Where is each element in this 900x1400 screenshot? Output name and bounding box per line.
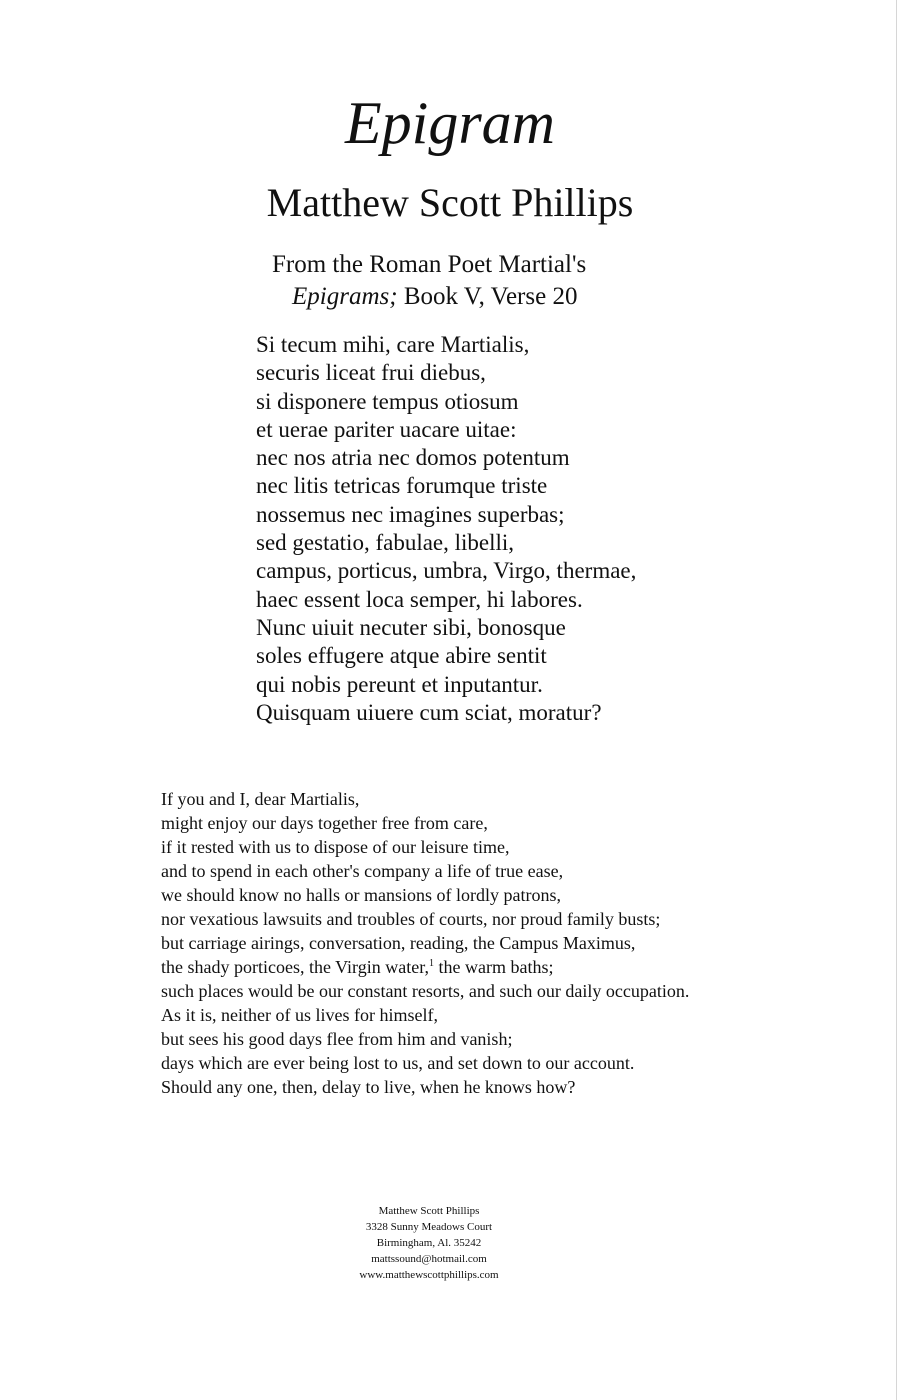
latin-line: Quisquam uiuere cum sciat, moratur? — [256, 699, 602, 725]
source-attribution — [272, 249, 672, 313]
english-line: we should know no halls or mansions of lordly patrons, — [161, 885, 561, 905]
contact-name: Matthew Scott Phillips — [378, 1205, 480, 1217]
latin-line: campus, porticus, umbra, Virgo, thermae, — [256, 558, 637, 584]
contact-city: Birmingham, Al. 35242 — [376, 1237, 482, 1249]
source-line-1: From the Roman Poet Martial's — [272, 251, 587, 278]
english-line-with-footnote — [161, 955, 861, 979]
contact-block — [0, 1203, 858, 1283]
composer-name: Matthew Scott Phillips — [266, 180, 634, 225]
english-line: but carriage airings, conversation, reading, the Campus Maximus, — [161, 933, 636, 953]
english-line: nor vexatious lawsuits and troubles of courts, nor proud family busts; — [161, 909, 661, 929]
latin-line: haec essent loca semper, hi labores. — [256, 586, 583, 612]
latin-line: securis liceat frui diebus, — [256, 360, 486, 386]
latin-line: sed gestatio, fabulae, libelli, — [256, 530, 515, 556]
english-line: Should any one, then, delay to live, when he knows how? — [161, 1077, 576, 1097]
english-line: If you and I, dear Martialis, — [161, 789, 360, 809]
latin-poem — [256, 331, 776, 727]
latin-line: qui nobis pereunt et inputantur. — [256, 671, 543, 697]
english-line-text: the shady porticoes, the Virgin water, — [161, 957, 429, 977]
contact-street: 3328 Sunny Meadows Court — [365, 1221, 493, 1233]
latin-line: et uerae pariter uacare uitae: — [256, 416, 517, 442]
latin-line: soles effugere atque abire sentit — [256, 643, 547, 669]
english-translation — [161, 787, 861, 1099]
english-line: if it rested with us to dispose of our leisure time, — [161, 837, 510, 857]
latin-line: Nunc uiuit necuter sibi, bonosque — [256, 614, 566, 640]
latin-line: nec litis tetricas forumque triste — [256, 473, 548, 499]
latin-line: Si tecum mihi, care Martialis, — [256, 332, 530, 357]
footnote-marker: 1 — [428, 958, 434, 969]
source-reference: Book V, Verse 20 — [397, 283, 578, 310]
english-line-tail: the warm baths; — [433, 957, 554, 977]
english-line: days which are ever being lost to us, and set down to our account. — [161, 1053, 635, 1073]
contact-email: mattssound@hotmail.com — [371, 1253, 487, 1265]
contact-website: www.matthewscottphillips.com — [359, 1269, 499, 1281]
latin-line: si disponere tempus otiosum — [256, 388, 519, 414]
latin-line: nossemus nec imagines superbas; — [256, 501, 565, 527]
latin-line: nec nos atria nec domos potentum — [256, 445, 570, 471]
english-line: such places would be our constant resorts, and such our daily occupation. — [161, 981, 690, 1001]
page-title: Epigram — [345, 90, 555, 156]
source-work-title: Epigrams; — [292, 283, 398, 310]
source-line-2 — [272, 281, 672, 313]
english-line: but sees his good days flee from him and vanish; — [161, 1029, 513, 1049]
english-line: As it is, neither of us lives for himself, — [161, 1005, 438, 1025]
english-line: might enjoy our days together free from care, — [161, 813, 488, 833]
english-line: and to spend in each other's company a life of true ease, — [161, 861, 564, 881]
